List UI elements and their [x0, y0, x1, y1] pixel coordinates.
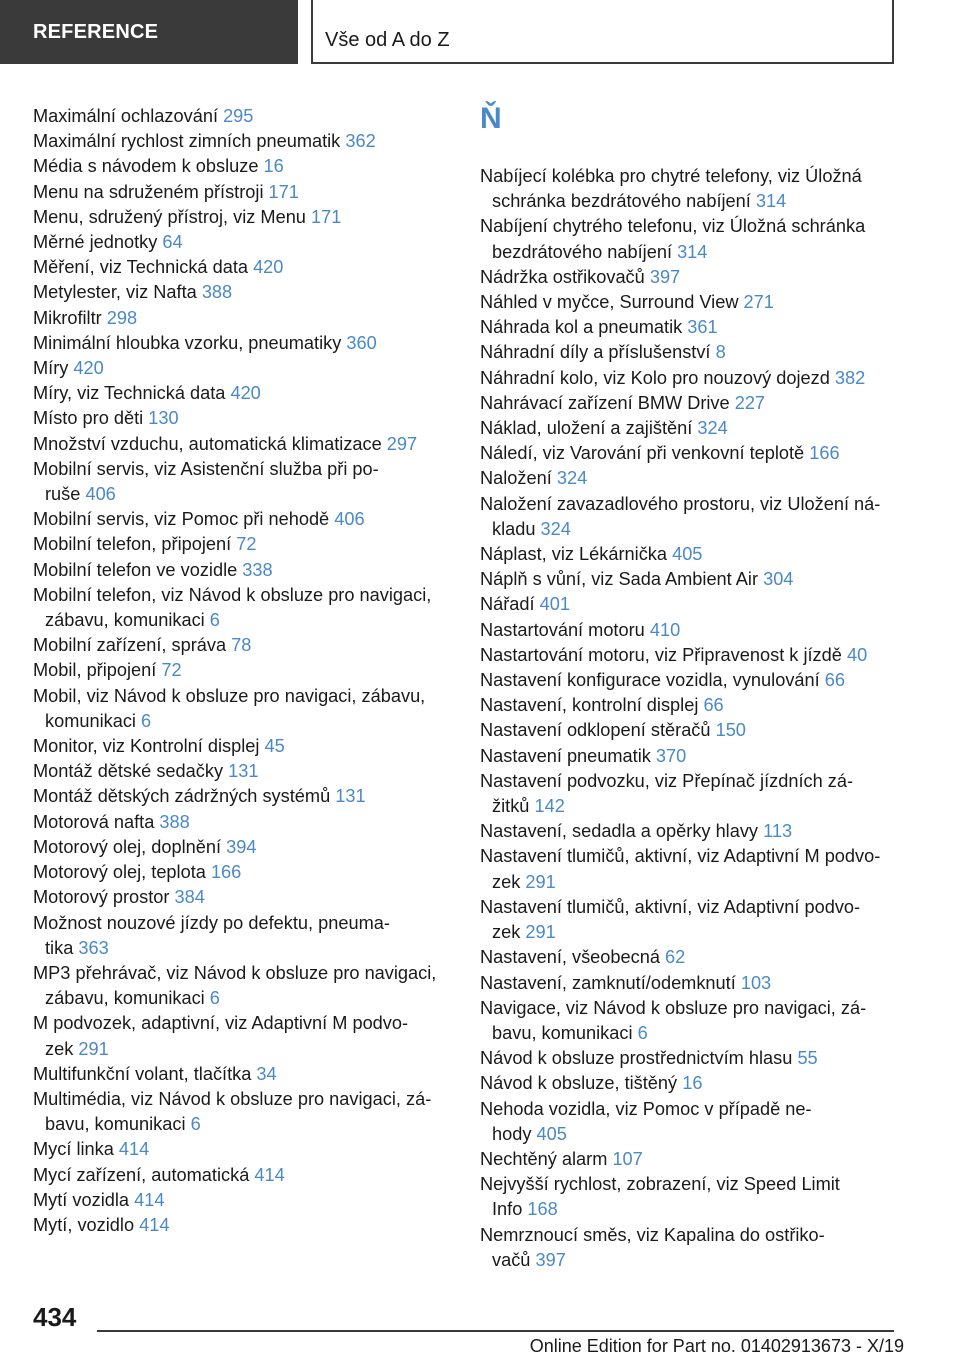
entry-term: Míry, viz Technická data	[33, 383, 226, 404]
entry-term: Minimální hloubka vzorku, pneumatiky	[33, 332, 342, 353]
entry-term: Mobilní telefon ve vozidle	[33, 559, 238, 580]
index-entry	[33, 911, 453, 961]
entry-term: Možnost nouzové jízdy po defektu, pneuma-	[33, 912, 390, 933]
index-entry	[33, 583, 453, 633]
entry-term: Nehoda vozidla, viz Pomoc v případě ne-	[480, 1098, 812, 1119]
index-entry	[480, 1097, 900, 1147]
entry-term: Nastartování motoru, viz Připravenost k jízdě	[480, 644, 842, 665]
entry-term: Množství vzduchu, automatická klimatizace	[33, 433, 382, 454]
page-reference-link[interactable]: 72	[161, 660, 182, 681]
index-entry	[33, 381, 453, 406]
page-reference-link[interactable]: 324	[697, 418, 728, 439]
entry-term: Motorová nafta	[33, 811, 155, 832]
entry-term: zek	[45, 1038, 74, 1059]
index-entry	[33, 1011, 453, 1061]
index-entry	[480, 895, 900, 945]
entry-term: Měření, viz Technická data	[33, 257, 248, 278]
index-entry	[33, 885, 453, 910]
entry-term: Naložení	[480, 468, 552, 489]
index-entry	[33, 255, 453, 280]
page-reference-link[interactable]: 388	[159, 811, 190, 832]
index-entry	[33, 180, 453, 205]
index-entry	[33, 1137, 453, 1162]
index-entry	[33, 633, 453, 658]
index-entry	[33, 684, 453, 734]
chapter-title: Vše od A do Z	[325, 29, 450, 51]
index-entry	[480, 265, 900, 290]
index-entry	[33, 860, 453, 885]
index-entry	[33, 356, 453, 381]
entry-term: bavu, komunikaci	[492, 1022, 633, 1043]
index-entry	[33, 280, 453, 305]
page-reference-link[interactable]: 45	[264, 736, 285, 757]
page-reference-link[interactable]: 142	[534, 796, 565, 817]
page-reference-link[interactable]: 382	[834, 367, 866, 388]
entry-term: Návod k obsluze, tištěný	[480, 1073, 678, 1094]
index-entry	[33, 104, 453, 129]
index-letter-heading: Ň	[480, 102, 502, 135]
page-reference-link[interactable]: 414	[118, 1139, 150, 1160]
entry-term: Maximální rychlost zimních pneumatik	[33, 131, 341, 152]
entry-term: Multifunkční volant, tlačítka	[33, 1063, 252, 1084]
entry-term: bavu, komunikaci	[45, 1114, 186, 1135]
entry-term: Nastartování motoru	[480, 619, 645, 640]
index-entry	[33, 457, 453, 507]
index-entry	[480, 1223, 900, 1273]
page-reference-link[interactable]: 361	[687, 317, 718, 338]
entry-term: Multimédia, viz Návod k obsluze pro navigaci, zá-	[33, 1088, 432, 1109]
index-entry	[480, 340, 900, 365]
page-reference-link[interactable]: 34	[256, 1063, 277, 1084]
index-entry	[33, 558, 453, 583]
entry-term: Menu, sdružený přístroj, viz Menu	[33, 206, 306, 227]
page-reference-link[interactable]: 150	[715, 720, 746, 741]
entry-term: Nechtěný alarm	[480, 1148, 608, 1169]
entry-term: schránka bezdrátového nabíjení	[492, 191, 751, 212]
index-entry	[33, 1163, 453, 1188]
page-reference-link[interactable]: 227	[734, 392, 766, 413]
page-reference-link[interactable]: 168	[527, 1199, 558, 1220]
page-reference-link[interactable]: 314	[755, 191, 787, 212]
entry-term: Nemrznoucí směs, viz Kapalina do ostřiko-	[480, 1224, 825, 1245]
entry-term: Nahrávací zařízení BMW Drive	[480, 392, 730, 413]
entry-term: Náledí, viz Varování při venkovní teplotě	[480, 443, 805, 464]
page-reference-link[interactable]: 394	[226, 836, 257, 857]
page-reference-link[interactable]: 388	[201, 282, 233, 303]
index-entry	[480, 1071, 900, 1096]
index-entry	[480, 744, 900, 769]
page-reference-link[interactable]: 6	[209, 610, 220, 631]
page-reference-link[interactable]: 113	[763, 821, 793, 842]
index-entry	[480, 214, 900, 264]
index-column-left	[33, 104, 453, 1238]
page-reference-link[interactable]: 16	[263, 156, 284, 177]
entry-term: Mobil, připojení	[33, 660, 157, 681]
page-reference-link[interactable]: 66	[824, 670, 845, 691]
entry-term: Maximální ochlazování	[33, 106, 218, 126]
page-reference-link[interactable]: 166	[210, 862, 242, 883]
page-reference-link[interactable]: 130	[148, 408, 179, 429]
entry-term: Naložení zavazadlového prostoru, viz Uložení ná-	[480, 493, 881, 514]
index-entry	[480, 819, 900, 844]
entry-term: Mytí vozidla	[33, 1189, 130, 1210]
section-label: REFERENCE	[33, 21, 159, 43]
entry-term: Mobilní servis, viz Asistenční služba při po-	[33, 458, 379, 479]
page-reference-link[interactable]: 6	[190, 1114, 201, 1135]
page-reference-link[interactable]: 107	[612, 1148, 643, 1169]
index-entry	[33, 1087, 453, 1137]
page-reference-link[interactable]: 397	[649, 266, 681, 287]
page-reference-link[interactable]: 55	[797, 1048, 818, 1069]
index-entry	[33, 1188, 453, 1213]
index-entry	[480, 668, 900, 693]
page-reference-link[interactable]: 8	[715, 342, 726, 363]
entry-term: zábavu, komunikaci	[45, 988, 205, 1009]
index-entry	[480, 592, 900, 617]
entry-term: Nádržka ostřikovačů	[480, 266, 645, 287]
entry-term: M podvozek, adaptivní, viz Adaptivní M podvo-	[33, 1013, 409, 1034]
entry-term: Nejvyšší rychlost, zobrazení, viz Speed Limit	[480, 1174, 840, 1195]
entry-term: Montáž dětských zádržných systémů	[33, 786, 331, 807]
index-entry	[480, 1046, 900, 1071]
entry-term: komunikaci	[45, 710, 136, 731]
entry-term: Nabíjení chytrého telefonu, viz Úložná schránka	[480, 216, 866, 237]
entry-term: Nastavení tlumičů, aktivní, viz Adaptivní M podvo-	[480, 846, 881, 867]
entry-term: Motorový olej, doplnění	[33, 836, 222, 857]
page-reference-link[interactable]: 406	[85, 484, 116, 505]
index-entry	[33, 532, 453, 557]
index-entry	[480, 366, 900, 391]
entry-term: Náhradní kolo, viz Kolo pro nouzový dojezd	[480, 367, 830, 388]
index-entry	[480, 391, 900, 416]
index-entry	[33, 835, 453, 860]
index-entry	[33, 810, 453, 835]
index-entry	[33, 658, 453, 683]
index-entry	[480, 466, 900, 491]
page-reference-link[interactable]: 314	[677, 241, 708, 262]
index-entry	[480, 844, 900, 894]
index-entry	[33, 331, 453, 356]
index-entry	[480, 643, 900, 668]
entry-term: Náhled v myčce, Surround View	[480, 292, 739, 313]
page-reference-link[interactable]: 420	[253, 257, 284, 278]
entry-term: Nastavení konfigurace vozidla, vynulování	[480, 670, 820, 691]
page-reference-link[interactable]: 291	[525, 922, 556, 943]
page-reference-link[interactable]: 297	[386, 433, 418, 454]
index-entry	[480, 1147, 900, 1172]
entry-term: Nastavení podvozku, viz Přepínač jízdních zá-	[480, 770, 854, 791]
entry-term: Nastavení, sedadla a opěrky hlavy	[480, 821, 759, 842]
entry-term: vačů	[492, 1249, 531, 1270]
entry-term: Nastavení pneumatik	[480, 745, 651, 766]
entry-term: Nabíjecí kolébka pro chytré telefony, viz Úložná	[480, 166, 862, 186]
index-entry	[33, 205, 453, 230]
entry-term: Mobilní servis, viz Pomoc při nehodě	[33, 509, 330, 530]
index-entry	[480, 542, 900, 567]
index-entry	[480, 416, 900, 441]
entry-term: Mobilní telefon, viz Návod k obsluze pro navigaci,	[33, 584, 432, 605]
entry-term: Menu na sdruženém přístroji	[33, 181, 264, 202]
index-entry	[33, 759, 453, 784]
page-reference-link[interactable]: 360	[346, 332, 377, 353]
index-entry	[33, 784, 453, 809]
entry-term: Mycí zařízení, automatická	[33, 1164, 250, 1185]
page-number: 434	[33, 1302, 77, 1332]
entry-term: Náklad, uložení a zajištění	[480, 418, 693, 439]
page-reference-link[interactable]: 414	[254, 1164, 285, 1185]
footer-rule	[97, 1330, 894, 1332]
page-reference-link[interactable]: 62	[665, 947, 686, 968]
entry-term: zek	[492, 922, 521, 943]
page-reference-link[interactable]: 40	[846, 644, 868, 665]
index-entry	[33, 406, 453, 431]
edition-note: Online Edition for Part no. 01402913673 - X/19	[529, 1336, 904, 1356]
index-entry	[480, 164, 900, 214]
page-reference-link[interactable]: 324	[556, 468, 588, 489]
page-reference-link[interactable]: 304	[763, 569, 794, 590]
page-reference-link[interactable]: 405	[536, 1123, 567, 1144]
index-entry	[33, 734, 453, 759]
index-entry	[33, 230, 453, 255]
page-reference-link[interactable]: 324	[540, 518, 571, 539]
index-entry	[33, 154, 453, 179]
entry-term: Nastavení, zamknutí/odemknutí	[480, 972, 736, 993]
page-reference-link[interactable]: 295	[223, 106, 254, 126]
index-entry	[33, 306, 453, 331]
index-entries-right	[480, 164, 900, 1273]
entry-term: Mytí, vozidlo	[33, 1214, 135, 1235]
index-entry	[33, 129, 453, 154]
entry-term: Mikrofiltr	[33, 307, 102, 328]
index-entry	[33, 432, 453, 457]
page-reference-link[interactable]: 363	[78, 937, 109, 958]
entry-term: Nastavení tlumičů, aktivní, viz Adaptivní podvo-	[480, 896, 861, 917]
entry-term: zábavu, komunikaci	[45, 610, 205, 631]
index-column-right	[480, 104, 900, 1273]
entry-term: Info	[492, 1199, 523, 1220]
page-reference-link[interactable]: 103	[740, 972, 772, 993]
entry-term: Metylester, viz Nafta	[33, 282, 197, 303]
page-reference-link[interactable]: 291	[78, 1038, 109, 1059]
page-reference-link[interactable]: 338	[242, 559, 273, 580]
entry-term: Mobil, viz Návod k obsluze pro navigaci, zábavu,	[33, 685, 426, 706]
index-entry	[480, 441, 900, 466]
page-reference-link[interactable]: 397	[535, 1249, 566, 1270]
index-entry	[480, 315, 900, 340]
page-reference-link[interactable]: 166	[809, 443, 840, 464]
page-reference-link[interactable]: 291	[525, 871, 556, 892]
index-entry	[33, 961, 453, 1011]
entry-term: Měrné jednotky	[33, 232, 158, 253]
page-reference-link[interactable]: 131	[335, 786, 366, 807]
index-entry	[480, 693, 900, 718]
entry-term: Nastavení, všeobecná	[480, 947, 660, 968]
index-entry	[480, 618, 900, 643]
entry-term: Motorový prostor	[33, 887, 170, 908]
entry-term: tika	[45, 937, 74, 958]
entry-term: Nastavení odklopení stěračů	[480, 720, 711, 741]
entry-term: Míry	[33, 358, 69, 379]
page-reference-link[interactable]: 171	[310, 206, 342, 227]
section-tab	[0, 0, 298, 64]
index-entry	[480, 996, 900, 1046]
index-entry	[480, 567, 900, 592]
entry-term: Mobilní telefon, připojení	[33, 534, 232, 555]
page-reference-link[interactable]: 6	[141, 710, 152, 731]
page-reference-link[interactable]: 401	[539, 594, 571, 615]
entry-term: hody	[492, 1123, 532, 1144]
page-reference-link[interactable]: 420	[73, 358, 104, 379]
entry-term: Mycí linka	[33, 1139, 114, 1160]
entry-term: Motorový olej, teplota	[33, 862, 206, 883]
entry-term: Mobilní zařízení, správa	[33, 635, 227, 656]
page-reference-link[interactable]: 6	[209, 988, 220, 1009]
index-entry	[480, 718, 900, 743]
page-reference-link[interactable]: 6	[637, 1022, 648, 1043]
entry-term: Monitor, viz Kontrolní displej	[33, 736, 260, 757]
index-entry	[480, 290, 900, 315]
page-reference-link[interactable]: 171	[268, 181, 299, 202]
entry-term: Média s návodem k obsluze	[33, 156, 259, 177]
index-entry	[480, 1172, 900, 1222]
entry-term: Náhrada kol a pneumatik	[480, 317, 683, 338]
entry-term: Náplň s vůní, viz Sada Ambient Air	[480, 569, 759, 590]
entry-term: bezdrátového nabíjení	[492, 241, 672, 262]
entry-term: žitků	[492, 796, 530, 817]
page-reference-link[interactable]: 384	[174, 887, 205, 908]
index-entry	[480, 492, 900, 542]
page-reference-link[interactable]: 271	[743, 292, 774, 313]
entry-term: zek	[492, 871, 521, 892]
entry-term: ruše	[45, 484, 81, 505]
entry-term: Místo pro děti	[33, 408, 144, 429]
index-entry	[480, 769, 900, 819]
page-reference-link[interactable]: 298	[106, 307, 138, 328]
page-reference-link[interactable]: 405	[672, 544, 703, 565]
page-reference-link[interactable]: 66	[703, 695, 724, 716]
entry-term: Montáž dětské sedačky	[33, 761, 224, 782]
index-entry	[480, 971, 900, 996]
index-entry	[33, 1213, 453, 1238]
index-entry	[33, 507, 453, 532]
page-reference-link[interactable]: 414	[134, 1189, 165, 1210]
page-reference-link[interactable]: 64	[162, 232, 183, 253]
entry-term: Nastavení, kontrolní displej	[480, 695, 699, 716]
chapter-header	[311, 0, 894, 64]
page-reference-link[interactable]: 370	[655, 745, 687, 766]
page-reference-link[interactable]: 362	[345, 131, 376, 152]
page-reference-link[interactable]: 406	[334, 509, 365, 530]
index-entry	[480, 945, 900, 970]
entry-term: Náhradní díly a příslušenství	[480, 342, 711, 363]
page-reference-link[interactable]: 131	[228, 761, 259, 782]
entry-term: Náplast, viz Lékárnička	[480, 544, 668, 565]
page-reference-link[interactable]: 410	[649, 619, 681, 640]
page-reference-link[interactable]: 16	[682, 1073, 703, 1094]
index-entry	[33, 1062, 453, 1087]
page-reference-link[interactable]: 78	[231, 635, 252, 656]
entry-term: Návod k obsluze prostřednictvím hlasu	[480, 1048, 793, 1069]
entry-term: kladu	[492, 518, 536, 539]
page-reference-link[interactable]: 420	[230, 383, 261, 404]
page-reference-link[interactable]: 414	[139, 1214, 170, 1235]
page-reference-link[interactable]: 72	[236, 534, 257, 555]
entry-term: Nářadí	[480, 594, 535, 615]
entry-term: Navigace, viz Návod k obsluze pro navigaci, zá-	[480, 997, 867, 1018]
entry-term: MP3 přehrávač, viz Návod k obsluze pro navigaci,	[33, 962, 437, 983]
